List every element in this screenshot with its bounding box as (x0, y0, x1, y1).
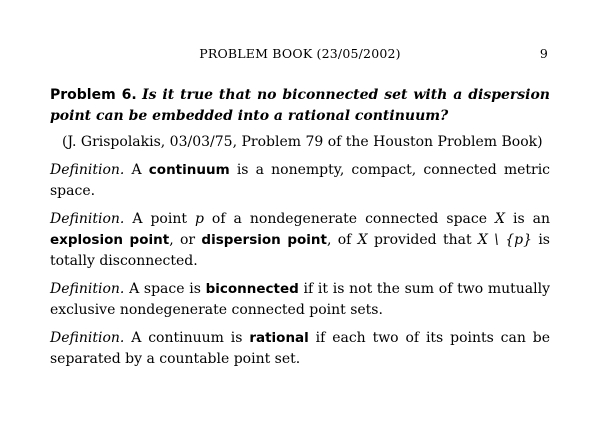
definition-text: , or (169, 232, 202, 248)
definition-term: biconnected (205, 281, 299, 297)
problem-question: Is it true that no biconnected set with a dispersion point can be embedded into a rational continuum? (50, 87, 550, 124)
definition-rational (50, 328, 550, 370)
paper-page (50, 46, 550, 370)
definition-text: if it is not the sum of two mutually exclusive nondegenerate connected point sets. (50, 281, 550, 318)
math-variable: p (194, 211, 204, 227)
problem-statement (50, 85, 550, 127)
definition-label: Definition. (50, 162, 125, 178)
math-variable: X (495, 211, 505, 227)
math-variable: X (357, 232, 368, 248)
definition-term: continuum (148, 162, 230, 178)
math-expression: X \ {p} (477, 232, 532, 248)
definition-text: , of (326, 232, 358, 248)
definition-text: is an (504, 211, 550, 227)
definition-label: Definition. (50, 281, 125, 297)
running-head (50, 46, 550, 64)
definition-text: A space is (129, 281, 206, 297)
definition-text: is a nonempty, compact, connected metric space. (50, 162, 551, 199)
definition-text: A point (132, 211, 195, 227)
definition-text: A continuum is (131, 330, 250, 346)
definition-text: provided that (367, 232, 478, 248)
definition-label: Definition. (50, 330, 125, 346)
definition-term: rational (249, 330, 309, 346)
problem-source: (J. Grispolakis, 03/03/75, Problem 79 of the Houston Problem Book) (62, 134, 543, 150)
definition-continuum (50, 160, 550, 202)
definition-label: Definition. (50, 211, 125, 227)
definition-text: if each two of its points can be separated by a countable point set. (50, 330, 550, 367)
definition-text: is totally disconnected. (50, 232, 550, 269)
definition-explosion-point (50, 209, 550, 272)
definition-text: A (131, 162, 149, 178)
definition-biconnected (50, 279, 550, 321)
definition-text: of a nondegenerate connected space (203, 211, 495, 227)
problem-label: Problem 6. (50, 87, 137, 103)
definition-term: dispersion point (201, 232, 327, 248)
page-number: 9 (539, 46, 548, 61)
running-title: PROBLEM BOOK (23/05/2002) (199, 46, 401, 61)
definition-term: explosion point (50, 232, 170, 248)
